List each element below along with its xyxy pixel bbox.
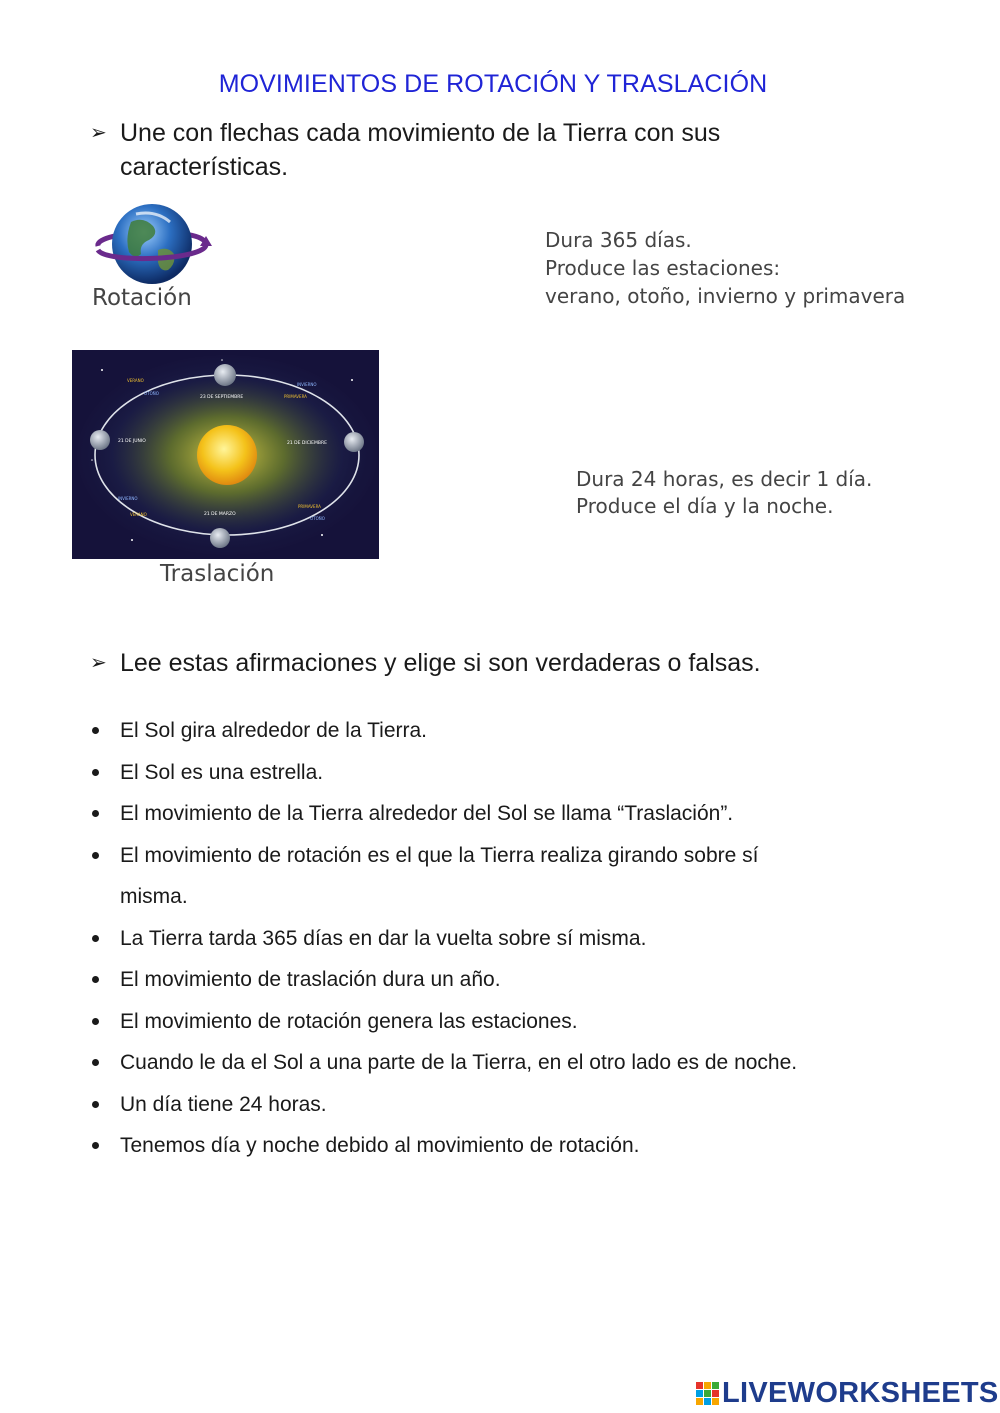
- earth-rotation-image: [86, 200, 216, 292]
- liveworksheets-brand: [696, 1376, 999, 1410]
- page-title: MOVIMIENTOS DE ROTACIÓN Y TRASLACIÓN: [218, 70, 768, 98]
- description-year-line: Produce las estaciones:: [545, 256, 781, 280]
- instruction-match: [90, 116, 810, 184]
- orbit-season-label: OTOÑO: [144, 391, 159, 396]
- translation-orbit-image: [72, 350, 379, 559]
- description-year: [545, 226, 905, 310]
- description-year-line: verano, otoño, invierno y primavera: [545, 284, 906, 308]
- statement-item: Tenemos día y noche debido al movimiento de rotación.: [90, 1125, 850, 1167]
- statement-item: La Tierra tarda 365 días en dar la vuelta sobre sí misma.: [90, 918, 850, 960]
- statement-item: El movimiento de rotación es el que la Tierra realiza girando sobre sí misma.: [90, 835, 820, 918]
- orbit-season-label: INVIERNO: [297, 382, 317, 387]
- orbit-date-label: 23 DE SEPTIEMBRE: [200, 395, 244, 400]
- statement-item: Cuando le da el Sol a una parte de la Tierra, en el otro lado es de noche.: [90, 1042, 810, 1084]
- description-day-line: Produce el día y la noche.: [576, 494, 834, 518]
- translation-label: Traslación: [160, 561, 275, 587]
- statement-item: Un día tiene 24 horas.: [90, 1084, 850, 1126]
- liveworksheets-logo-icon: [696, 1380, 720, 1406]
- orbit-date-label: 21 DE DICIEMBRE: [287, 441, 327, 446]
- statement-item: El Sol gira alrededor de la Tierra.: [90, 710, 850, 752]
- arrow-bullet-icon: ➢: [90, 122, 107, 144]
- arrow-bullet-icon: ➢: [90, 652, 107, 674]
- statement-item: El movimiento de la Tierra alrededor del Sol se llama “Traslación”.: [90, 793, 850, 835]
- rotation-label: Rotación: [92, 285, 192, 311]
- orbit-season-label: PRIMAVERA: [284, 394, 307, 399]
- orbit-date-label: 21 DE JUNIO: [118, 439, 146, 444]
- description-day-line: Dura 24 horas, es decir 1 día.: [576, 467, 873, 491]
- orbit-season-label: OTOÑO: [310, 516, 325, 521]
- description-year-line: Dura 365 días.: [545, 228, 692, 252]
- statement-item: El Sol es una estrella.: [90, 752, 850, 794]
- orbit-season-label: INVIERNO: [118, 496, 138, 501]
- liveworksheets-wordmark: LIVEWORKSHEETS: [722, 1376, 999, 1409]
- statement-item: El movimiento de rotación genera las estaciones.: [90, 1001, 850, 1043]
- instruction-true-false-text: Lee estas afirmaciones y elige si son verdaderas o falsas.: [120, 649, 761, 677]
- orbit-season-label: PRIMAVERA: [298, 504, 321, 509]
- orbit-date-label: 21 DE MARZO: [204, 512, 236, 517]
- orbit-season-label: VERANO: [127, 378, 144, 383]
- instruction-match-text: Une con flechas cada movimiento de la Tierra con sus características.: [120, 119, 721, 181]
- orbit-season-label: VERANO: [130, 512, 147, 517]
- statement-item: El movimiento de traslación dura un año.: [90, 959, 850, 1001]
- description-day: [576, 466, 872, 520]
- instruction-true-false: [90, 646, 850, 680]
- statement-list: [90, 710, 850, 1167]
